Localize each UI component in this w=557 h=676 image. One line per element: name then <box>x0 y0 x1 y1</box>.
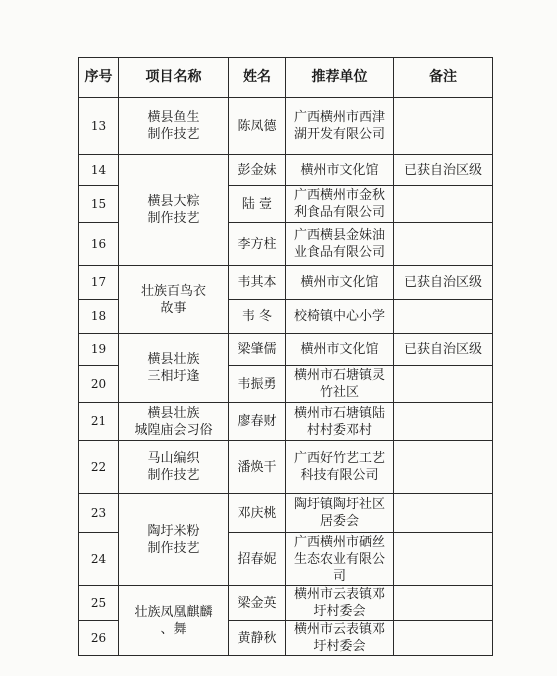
recommending-unit: 广西横州市西津 湖开发有限公司 <box>286 98 394 155</box>
inheritor-name: 黄静秋 <box>229 621 286 656</box>
header-project: 项目名称 <box>119 58 229 98</box>
table-row <box>79 586 493 621</box>
row-no: 21 <box>79 403 119 441</box>
header-note: 备注 <box>394 58 493 98</box>
project-name: 壮族百鸟衣 故事 <box>119 266 229 334</box>
inheritor-name: 韦振勇 <box>229 366 286 403</box>
recommending-unit: 横州市云表镇邓 圩村委会 <box>286 621 394 656</box>
recommending-unit: 广西横州市金秋 利食品有限公司 <box>286 186 394 223</box>
remark <box>394 533 493 586</box>
row-no: 25 <box>79 586 119 621</box>
recommending-unit: 陶圩镇陶圩社区 居委会 <box>286 494 394 533</box>
row-no: 16 <box>79 223 119 266</box>
remark <box>394 366 493 403</box>
remark <box>394 223 493 266</box>
header-name: 姓名 <box>229 58 286 98</box>
table-row <box>79 266 493 300</box>
table-row <box>79 334 493 366</box>
header-row <box>79 58 493 98</box>
remark: 已获自治区级 <box>394 334 493 366</box>
table-row <box>79 98 493 155</box>
project-name: 壮族凤凰麒麟 、舞 <box>119 586 229 656</box>
row-no: 24 <box>79 533 119 586</box>
project-name: 横县壮族 三相圩逢 <box>119 334 229 403</box>
row-no: 17 <box>79 266 119 300</box>
row-no: 23 <box>79 494 119 533</box>
row-no: 19 <box>79 334 119 366</box>
heritage-inheritor-table <box>78 57 493 656</box>
inheritor-name: 韦 冬 <box>229 300 286 334</box>
row-no: 14 <box>79 155 119 186</box>
remark <box>394 586 493 621</box>
remark <box>394 621 493 656</box>
recommending-unit: 广西好竹艺工艺 科技有限公司 <box>286 441 394 494</box>
project-name: 横县壮族 城隍庙会习俗 <box>119 403 229 441</box>
table-row <box>79 494 493 533</box>
table-row <box>79 155 493 186</box>
row-no: 26 <box>79 621 119 656</box>
recommending-unit: 横州市石塘镇灵 竹社区 <box>286 366 394 403</box>
inheritor-name: 邓庆桃 <box>229 494 286 533</box>
table-row <box>79 441 493 494</box>
project-name: 横县大粽 制作技艺 <box>119 155 229 266</box>
recommending-unit: 横州市云表镇邓 圩村委会 <box>286 586 394 621</box>
header-unit: 推荐单位 <box>286 58 394 98</box>
recommending-unit: 横州市文化馆 <box>286 334 394 366</box>
inheritor-name: 梁金英 <box>229 586 286 621</box>
inheritor-name: 陆 壹 <box>229 186 286 223</box>
remark <box>394 98 493 155</box>
inheritor-name: 梁肇儒 <box>229 334 286 366</box>
inheritor-name: 廖春财 <box>229 403 286 441</box>
recommending-unit: 校椅镇中心小学 <box>286 300 394 334</box>
recommending-unit: 横州市文化馆 <box>286 266 394 300</box>
remark <box>394 300 493 334</box>
row-no: 20 <box>79 366 119 403</box>
table-row <box>79 403 493 441</box>
recommending-unit: 广西横州市硒丝 生态农业有限公 司 <box>286 533 394 586</box>
inheritor-name: 彭金妹 <box>229 155 286 186</box>
row-no: 13 <box>79 98 119 155</box>
row-no: 18 <box>79 300 119 334</box>
inheritor-name: 陈凤德 <box>229 98 286 155</box>
inheritor-name: 招春妮 <box>229 533 286 586</box>
inheritor-name: 韦其本 <box>229 266 286 300</box>
recommending-unit: 广西横县金妹油 业食品有限公司 <box>286 223 394 266</box>
row-no: 15 <box>79 186 119 223</box>
row-no: 22 <box>79 441 119 494</box>
project-name: 马山编织 制作技艺 <box>119 441 229 494</box>
remark <box>394 186 493 223</box>
remark: 已获自治区级 <box>394 155 493 186</box>
recommending-unit: 横州市石塘镇陆 村村委邓村 <box>286 403 394 441</box>
header-no: 序号 <box>79 58 119 98</box>
remark: 已获自治区级 <box>394 266 493 300</box>
recommending-unit: 横州市文化馆 <box>286 155 394 186</box>
project-name: 横县鱼生 制作技艺 <box>119 98 229 155</box>
project-name: 陶圩米粉 制作技艺 <box>119 494 229 586</box>
inheritor-name: 李方柱 <box>229 223 286 266</box>
remark <box>394 494 493 533</box>
remark <box>394 403 493 441</box>
remark <box>394 441 493 494</box>
inheritor-name: 潘焕干 <box>229 441 286 494</box>
